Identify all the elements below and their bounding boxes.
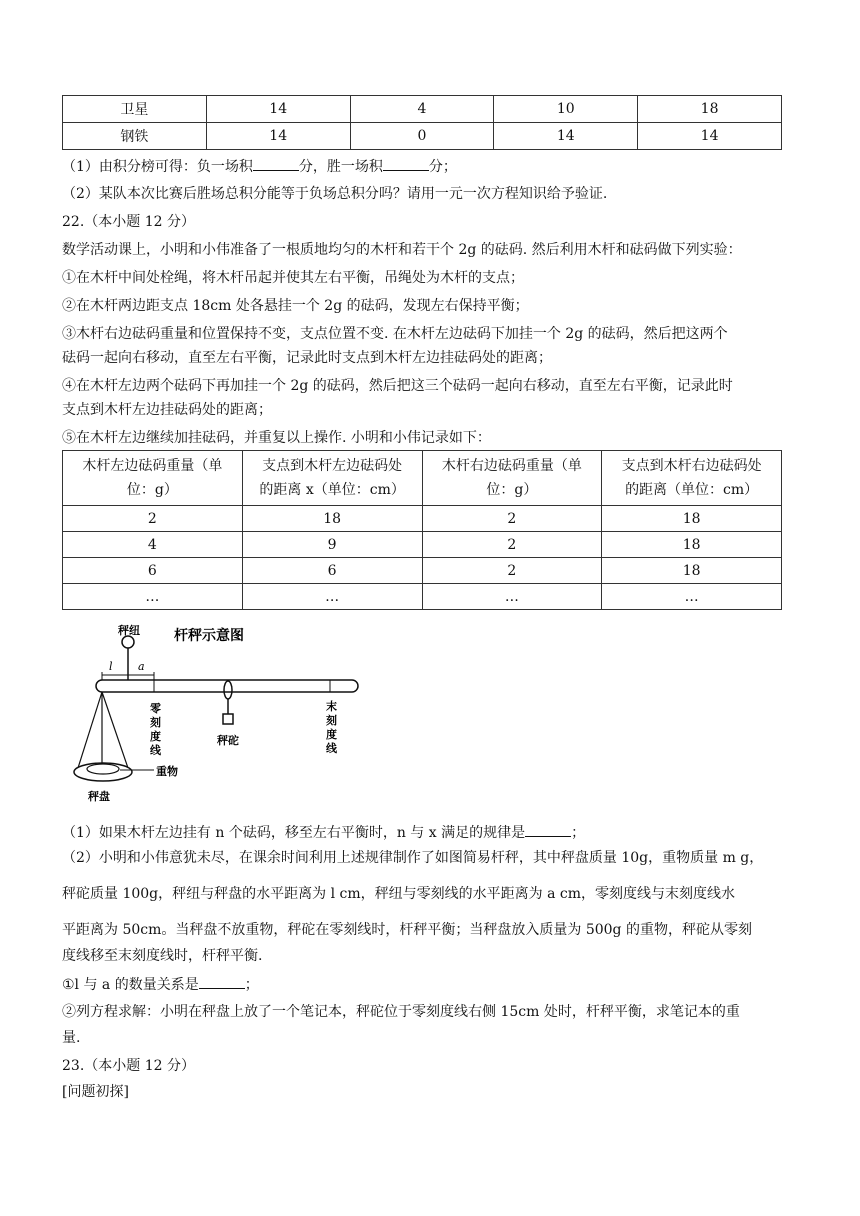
label-a: a bbox=[138, 660, 145, 673]
text: 的距离（单位：cm） bbox=[625, 482, 759, 498]
table-cell: 0 bbox=[350, 123, 494, 150]
q22-step1: ①在木杆中间处栓绳，将木杆吊起并使其左右平衡，吊绳处为木杆的支点； bbox=[62, 270, 524, 286]
table-header-row bbox=[63, 451, 782, 506]
q22-sub2-ii-line1: ②列方程求解：小明在秤盘上放了一个笔记本，秤砣位于零刻度线右侧 15cm 处时，杆秤平衡，求笔记本的重 bbox=[62, 1004, 740, 1020]
table-row bbox=[63, 584, 782, 610]
pan-string bbox=[78, 692, 102, 768]
table-cell: … bbox=[242, 584, 422, 610]
label-zero-2: 刻 bbox=[150, 716, 161, 729]
text: 木杆右边砝码重量（单 bbox=[441, 458, 582, 474]
table-cell: 6 bbox=[242, 558, 422, 584]
table-cell: 9 bbox=[242, 532, 422, 558]
text: 位：g） bbox=[126, 482, 178, 498]
table-cell: 18 bbox=[638, 96, 782, 123]
column-header bbox=[63, 451, 243, 506]
q22-step5: ⑤在木杆左边继续加挂砝码，并重复以上操作. 小明和小伟记录如下： bbox=[62, 430, 491, 446]
steelyard-diagram bbox=[72, 620, 372, 810]
table-cell: … bbox=[422, 584, 602, 610]
q22-step3-line1: ③木杆右边砝码重量和位置保持不变，支点位置不变. 在木杆左边砝码下加挂一个 2g 的砝码，然后把这两个 bbox=[62, 326, 728, 342]
q22-intro: 数学活动课上，小明和小伟准备了一根质地均匀的木杆和若干个 2g 的砝码. 然后利用木杆和砝码做下列实验： bbox=[62, 242, 742, 258]
sliding-weight bbox=[223, 714, 233, 724]
table-cell: … bbox=[63, 584, 243, 610]
table-cell: 2 bbox=[422, 506, 602, 532]
table-cell: 18 bbox=[602, 506, 782, 532]
table-cell: 14 bbox=[494, 123, 638, 150]
column-header bbox=[242, 451, 422, 506]
text: 位：g） bbox=[486, 482, 538, 498]
label-cheng-niu: 秤纽 bbox=[118, 624, 140, 637]
pan-rim bbox=[74, 763, 132, 781]
table-cell: 18 bbox=[242, 506, 422, 532]
table-row bbox=[63, 506, 782, 532]
text: 支点到木杆左边砝码处 bbox=[262, 458, 403, 474]
table-cell: 14 bbox=[638, 123, 782, 150]
q22-step4-line1: ④在木杆左边两个砝码下再加挂一个 2g 的砝码，然后把这三个砝码一起向右移动，直至左右平衡，记录此时 bbox=[62, 378, 733, 394]
answer-blank bbox=[525, 822, 571, 837]
table-row bbox=[63, 96, 782, 123]
label-end-2: 刻 bbox=[326, 714, 337, 727]
table-cell: 4 bbox=[63, 532, 243, 558]
q23-section: [问题初探] bbox=[62, 1084, 129, 1100]
figure-title: 杆秤示意图 bbox=[174, 628, 244, 644]
answer-blank bbox=[383, 156, 429, 171]
team-name-cell: 卫星 bbox=[63, 96, 207, 123]
table-cell: 2 bbox=[422, 532, 602, 558]
label-l: l bbox=[109, 660, 113, 673]
label-pan: 秤盘 bbox=[88, 790, 110, 803]
table-row bbox=[63, 532, 782, 558]
label-weight: 重物 bbox=[156, 765, 178, 778]
text: 的距离 x（单位：cm） bbox=[259, 482, 405, 498]
q22-sub2-i bbox=[62, 974, 259, 995]
table-row bbox=[63, 123, 782, 150]
q22-sub2-line1: （2）小明和小伟意犹未尽，在课余时间利用上述规律制作了如图简易杆秤，其中秤盘质量 10g，重物质量 m g， bbox=[62, 850, 764, 866]
text: ①l 与 a 的数量关系是 bbox=[62, 977, 199, 993]
team-name-cell: 钢铁 bbox=[63, 123, 207, 150]
label-end-3: 度 bbox=[326, 728, 337, 741]
q21-sub1 bbox=[62, 156, 457, 177]
label-zero-1: 零 bbox=[150, 702, 161, 715]
text: 分； bbox=[428, 159, 457, 175]
text: ； bbox=[571, 825, 586, 841]
table-cell: … bbox=[602, 584, 782, 610]
knob-ring bbox=[122, 636, 134, 648]
table-cell: 14 bbox=[206, 96, 350, 123]
table-cell: 6 bbox=[63, 558, 243, 584]
table-row bbox=[63, 558, 782, 584]
q22-sub1 bbox=[62, 822, 585, 843]
table-cell: 14 bbox=[206, 123, 350, 150]
q21-sub2: （2）某队本次比赛后胜场总积分能等于负场总积分吗？请用一元一次方程知识给予验证. bbox=[62, 186, 608, 202]
experiment-table bbox=[62, 450, 782, 610]
q22-sub2-line2: 秤砣质量 100g，秤纽与秤盘的水平距离为 l cm，秤纽与零刻线的水平距离为 a cm，零刻度线与末刻度线水 bbox=[62, 886, 735, 902]
q22-sub2-line4: 度线移至末刻度线时，杆秤平衡. bbox=[62, 948, 263, 964]
text: 分，胜一场积 bbox=[298, 159, 383, 175]
q22-header: 22.（本小题 12 分） bbox=[62, 214, 195, 230]
q22-sub2-line3: 平距离为 50cm。当秤盘不放重物，秤砣在零刻线时，杆秤平衡；当秤盘放入质量为 500g 的重物，秤砣从零刻 bbox=[62, 922, 752, 938]
label-zero-3: 度 bbox=[150, 730, 161, 743]
pan-string bbox=[102, 692, 128, 768]
q22-step4-line2: 支点到木杆左边挂砝码处的距离； bbox=[62, 402, 272, 418]
label-end-4: 线 bbox=[326, 742, 337, 755]
table-cell: 2 bbox=[422, 558, 602, 584]
q22-step3-line2: 砝码一起向右移动，直至左右平衡，记录此时支点到木杆左边挂砝码处的距离； bbox=[62, 350, 552, 366]
label-end-1: 末 bbox=[326, 700, 337, 713]
label-zero-4: 线 bbox=[150, 744, 161, 757]
column-header bbox=[422, 451, 602, 506]
answer-blank bbox=[199, 974, 245, 989]
table-cell: 10 bbox=[494, 96, 638, 123]
table-cell: 18 bbox=[602, 532, 782, 558]
text: 木杆左边砝码重量（单 bbox=[82, 458, 223, 474]
q22-sub2-ii-line2: 量. bbox=[62, 1030, 81, 1046]
table-cell: 4 bbox=[350, 96, 494, 123]
answer-blank bbox=[253, 156, 299, 171]
text: ； bbox=[244, 977, 259, 993]
q23-header: 23.（本小题 12 分） bbox=[62, 1058, 195, 1074]
text: （1）如果木杆左边挂有 n 个砝码，移至左右平衡时，n 与 x 满足的规律是 bbox=[62, 825, 526, 841]
table-cell: 18 bbox=[602, 558, 782, 584]
q22-step2: ②在木杆两边距支点 18cm 处各悬挂一个 2g 的砝码，发现左右保持平衡； bbox=[62, 298, 529, 314]
text: （1）由积分榜可得：负一场积 bbox=[62, 159, 253, 175]
column-header bbox=[602, 451, 782, 506]
table-cell: 2 bbox=[63, 506, 243, 532]
standings-table bbox=[62, 95, 782, 150]
text: 支点到木杆右边砝码处 bbox=[621, 458, 762, 474]
label-tuo: 秤砣 bbox=[217, 734, 239, 747]
